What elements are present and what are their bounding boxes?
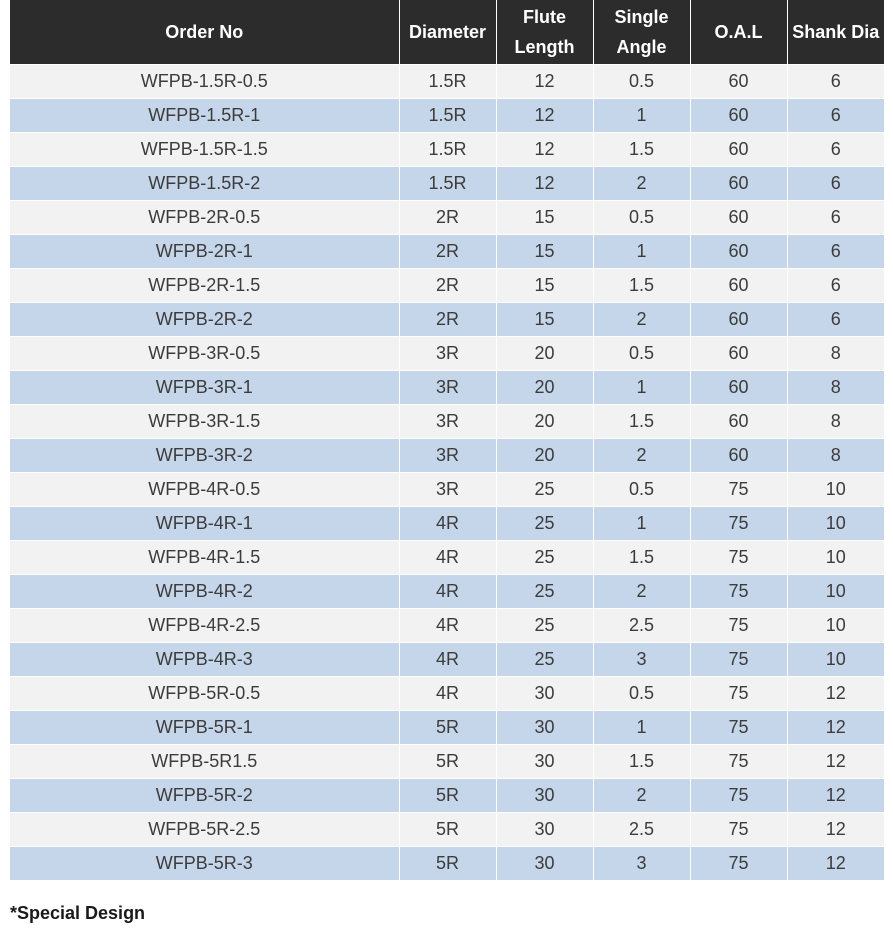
cell-flute-length: 20	[496, 371, 593, 405]
cell-diameter: 3R	[399, 405, 496, 439]
footnote: *Special Design	[10, 903, 146, 923]
cell-flute-length: 25	[496, 575, 593, 609]
cell-shank-dia: 8	[787, 337, 884, 371]
table-row	[10, 507, 884, 541]
cell-order-no: WFPB-2R-1.5	[10, 269, 399, 303]
cell-single-angle: 2	[593, 167, 690, 201]
cell-single-angle: 3	[593, 643, 690, 677]
cell-single-angle: 3	[593, 847, 690, 881]
cell-oal: 60	[690, 269, 787, 303]
cell-diameter: 1.5R	[399, 167, 496, 201]
cell-shank-dia: 12	[787, 745, 884, 779]
cell-shank-dia: 10	[787, 541, 884, 575]
cell-shank-dia: 8	[787, 405, 884, 439]
cell-oal: 60	[690, 133, 787, 167]
cell-single-angle: 1	[593, 99, 690, 133]
table-row	[10, 65, 884, 99]
cell-oal: 60	[690, 439, 787, 473]
cell-flute-length: 12	[496, 99, 593, 133]
cell-diameter: 5R	[399, 711, 496, 745]
cell-shank-dia: 10	[787, 643, 884, 677]
cell-single-angle: 1.5	[593, 541, 690, 575]
cell-order-no: WFPB-5R1.5	[10, 745, 399, 779]
cell-diameter: 3R	[399, 337, 496, 371]
cell-diameter: 1.5R	[399, 65, 496, 99]
cell-oal: 60	[690, 405, 787, 439]
cell-order-no: WFPB-4R-1	[10, 507, 399, 541]
table-body	[10, 65, 884, 881]
table-row	[10, 439, 884, 473]
cell-diameter: 2R	[399, 269, 496, 303]
cell-shank-dia: 6	[787, 133, 884, 167]
cell-order-no: WFPB-3R-1.5	[10, 405, 399, 439]
cell-single-angle: 2	[593, 779, 690, 813]
cell-diameter: 3R	[399, 473, 496, 507]
cell-oal: 75	[690, 609, 787, 643]
cell-oal: 75	[690, 643, 787, 677]
cell-diameter: 4R	[399, 609, 496, 643]
header-row	[10, 0, 884, 65]
cell-order-no: WFPB-5R-0.5	[10, 677, 399, 711]
cell-oal: 75	[690, 813, 787, 847]
cell-flute-length: 25	[496, 643, 593, 677]
table-row	[10, 235, 884, 269]
cell-flute-length: 12	[496, 133, 593, 167]
cell-oal: 75	[690, 507, 787, 541]
cell-flute-length: 15	[496, 269, 593, 303]
cell-flute-length: 20	[496, 439, 593, 473]
cell-oal: 60	[690, 201, 787, 235]
cell-order-no: WFPB-1.5R-0.5	[10, 65, 399, 99]
cell-shank-dia: 6	[787, 99, 884, 133]
cell-order-no: WFPB-3R-2	[10, 439, 399, 473]
cell-single-angle: 1	[593, 371, 690, 405]
cell-oal: 75	[690, 541, 787, 575]
cell-diameter: 4R	[399, 575, 496, 609]
cell-single-angle: 1.5	[593, 405, 690, 439]
cell-order-no: WFPB-2R-1	[10, 235, 399, 269]
table-row	[10, 643, 884, 677]
header-oal: O.A.L	[690, 0, 787, 65]
cell-flute-length: 15	[496, 235, 593, 269]
cell-order-no: WFPB-5R-2.5	[10, 813, 399, 847]
cell-shank-dia: 12	[787, 711, 884, 745]
table-row	[10, 269, 884, 303]
cell-diameter: 5R	[399, 745, 496, 779]
cell-flute-length: 25	[496, 507, 593, 541]
cell-order-no: WFPB-5R-3	[10, 847, 399, 881]
cell-shank-dia: 6	[787, 65, 884, 99]
cell-order-no: WFPB-2R-0.5	[10, 201, 399, 235]
cell-single-angle: 2.5	[593, 813, 690, 847]
cell-order-no: WFPB-4R-3	[10, 643, 399, 677]
table-row	[10, 167, 884, 201]
cell-oal: 60	[690, 167, 787, 201]
cell-order-no: WFPB-4R-2	[10, 575, 399, 609]
cell-flute-length: 30	[496, 677, 593, 711]
cell-order-no: WFPB-1.5R-1	[10, 99, 399, 133]
cell-single-angle: 0.5	[593, 337, 690, 371]
cell-diameter: 3R	[399, 371, 496, 405]
cell-single-angle: 2.5	[593, 609, 690, 643]
cell-flute-length: 30	[496, 711, 593, 745]
cell-diameter: 4R	[399, 507, 496, 541]
table-header	[10, 0, 884, 65]
cell-single-angle: 1	[593, 507, 690, 541]
cell-single-angle: 0.5	[593, 677, 690, 711]
cell-diameter: 3R	[399, 439, 496, 473]
table-row	[10, 779, 884, 813]
cell-oal: 75	[690, 575, 787, 609]
cell-shank-dia: 10	[787, 575, 884, 609]
cell-diameter: 2R	[399, 201, 496, 235]
cell-single-angle: 2	[593, 575, 690, 609]
cell-oal: 60	[690, 235, 787, 269]
cell-flute-length: 30	[496, 779, 593, 813]
header-single-angle: Single Angle	[593, 0, 690, 65]
table-row	[10, 677, 884, 711]
cell-diameter: 4R	[399, 677, 496, 711]
cell-shank-dia: 12	[787, 813, 884, 847]
cell-shank-dia: 6	[787, 167, 884, 201]
header-diameter: Diameter	[399, 0, 496, 65]
cell-shank-dia: 10	[787, 473, 884, 507]
cell-single-angle: 1	[593, 711, 690, 745]
cell-flute-length: 12	[496, 167, 593, 201]
cell-diameter: 5R	[399, 813, 496, 847]
cell-single-angle: 1.5	[593, 133, 690, 167]
cell-flute-length: 25	[496, 541, 593, 575]
table-row	[10, 745, 884, 779]
cell-flute-length: 30	[496, 813, 593, 847]
cell-shank-dia: 12	[787, 677, 884, 711]
header-order-no: Order No	[10, 0, 399, 65]
table-row	[10, 337, 884, 371]
cell-shank-dia: 6	[787, 303, 884, 337]
cell-oal: 75	[690, 847, 787, 881]
cell-oal: 75	[690, 745, 787, 779]
cell-order-no: WFPB-2R-2	[10, 303, 399, 337]
cell-order-no: WFPB-4R-1.5	[10, 541, 399, 575]
cell-diameter: 2R	[399, 235, 496, 269]
table-row	[10, 133, 884, 167]
table-row	[10, 541, 884, 575]
table-row	[10, 847, 884, 881]
cell-single-angle: 0.5	[593, 473, 690, 507]
cell-flute-length: 30	[496, 847, 593, 881]
cell-order-no: WFPB-5R-2	[10, 779, 399, 813]
cell-oal: 60	[690, 65, 787, 99]
cell-oal: 75	[690, 711, 787, 745]
cell-flute-length: 25	[496, 609, 593, 643]
table-row	[10, 99, 884, 133]
table-row	[10, 201, 884, 235]
cell-flute-length: 15	[496, 303, 593, 337]
cell-order-no: WFPB-4R-0.5	[10, 473, 399, 507]
cell-oal: 60	[690, 303, 787, 337]
cell-single-angle: 2	[593, 439, 690, 473]
cell-single-angle: 0.5	[593, 201, 690, 235]
cell-flute-length: 30	[496, 745, 593, 779]
table-row	[10, 575, 884, 609]
table-row	[10, 405, 884, 439]
cell-shank-dia: 10	[787, 507, 884, 541]
table-row	[10, 473, 884, 507]
cell-shank-dia: 6	[787, 201, 884, 235]
cell-shank-dia: 12	[787, 847, 884, 881]
cell-single-angle: 1.5	[593, 269, 690, 303]
cell-shank-dia: 8	[787, 439, 884, 473]
cell-order-no: WFPB-3R-0.5	[10, 337, 399, 371]
cell-diameter: 4R	[399, 643, 496, 677]
cell-flute-length: 12	[496, 65, 593, 99]
cell-shank-dia: 10	[787, 609, 884, 643]
cell-oal: 60	[690, 371, 787, 405]
product-spec-table	[10, 0, 884, 880]
cell-oal: 75	[690, 779, 787, 813]
cell-diameter: 4R	[399, 541, 496, 575]
cell-diameter: 5R	[399, 847, 496, 881]
cell-flute-length: 15	[496, 201, 593, 235]
table-row	[10, 303, 884, 337]
header-flute-length: Flute Length	[496, 0, 593, 65]
cell-shank-dia: 6	[787, 269, 884, 303]
table-row	[10, 371, 884, 405]
table-row	[10, 711, 884, 745]
cell-order-no: WFPB-1.5R-1.5	[10, 133, 399, 167]
cell-order-no: WFPB-5R-1	[10, 711, 399, 745]
cell-order-no: WFPB-3R-1	[10, 371, 399, 405]
cell-single-angle: 0.5	[593, 65, 690, 99]
cell-oal: 60	[690, 99, 787, 133]
cell-diameter: 2R	[399, 303, 496, 337]
cell-flute-length: 25	[496, 473, 593, 507]
cell-flute-length: 20	[496, 405, 593, 439]
cell-order-no: WFPB-1.5R-2	[10, 167, 399, 201]
cell-shank-dia: 6	[787, 235, 884, 269]
cell-order-no: WFPB-4R-2.5	[10, 609, 399, 643]
cell-single-angle: 1.5	[593, 745, 690, 779]
header-shank-dia: Shank Dia	[787, 0, 884, 65]
table-row	[10, 813, 884, 847]
cell-oal: 75	[690, 677, 787, 711]
table-row	[10, 609, 884, 643]
cell-shank-dia: 8	[787, 371, 884, 405]
cell-diameter: 5R	[399, 779, 496, 813]
cell-single-angle: 1	[593, 235, 690, 269]
cell-diameter: 1.5R	[399, 133, 496, 167]
cell-oal: 60	[690, 337, 787, 371]
cell-oal: 75	[690, 473, 787, 507]
cell-single-angle: 2	[593, 303, 690, 337]
cell-shank-dia: 12	[787, 779, 884, 813]
cell-diameter: 1.5R	[399, 99, 496, 133]
cell-flute-length: 20	[496, 337, 593, 371]
